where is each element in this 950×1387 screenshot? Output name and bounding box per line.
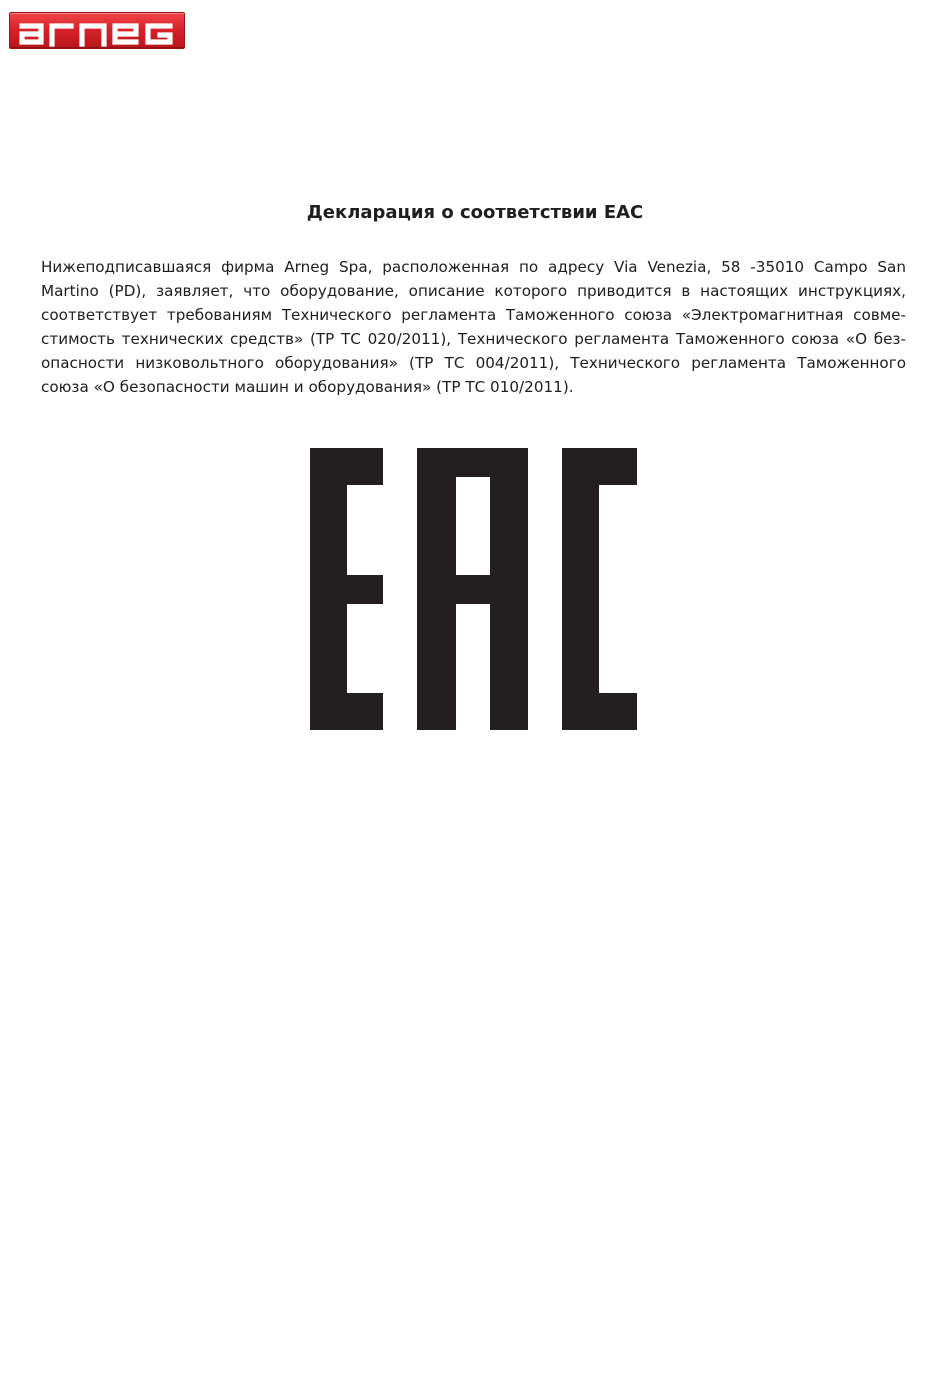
declaration-title: Декларация о соответствии EAC bbox=[306, 202, 644, 223]
eac-letter-e-middle bbox=[310, 575, 383, 604]
eac-letter-a-top bbox=[417, 448, 528, 477]
eac-letter-e-bottom bbox=[310, 693, 383, 730]
eac-letter-c-stem bbox=[562, 448, 599, 730]
declaration-text: Нижеподписавшаяся фирма Arneg Spa, расположенная по адресу Via Venezia, 58 -35010 Campo San Martino (PD), заявляет, что оборудование, описание которого приводится в настоящих инструкциях, соответствует требованиям Технического регламента Таможенного союза «Электромагнитная совме-стимость технических средств» (ТР ТС 020/2011), Технического регламента Таможенного союза «О без-опасности низковольтного оборудования» (ТР ТС 004/2011), Технического регламента Таможенного союза «О безопасности машин и оборудования» (ТР ТС 010/2011). bbox=[41, 258, 906, 396]
eac-letter-e-top bbox=[310, 448, 383, 485]
eac-letter-a-bar bbox=[417, 575, 528, 604]
eac-letter-c-bottom bbox=[562, 693, 637, 730]
arneg-logo-icon bbox=[10, 13, 186, 50]
eac-letter-c-top bbox=[562, 448, 637, 485]
arneg-logo bbox=[9, 12, 185, 49]
eac-mark-icon bbox=[310, 448, 637, 730]
